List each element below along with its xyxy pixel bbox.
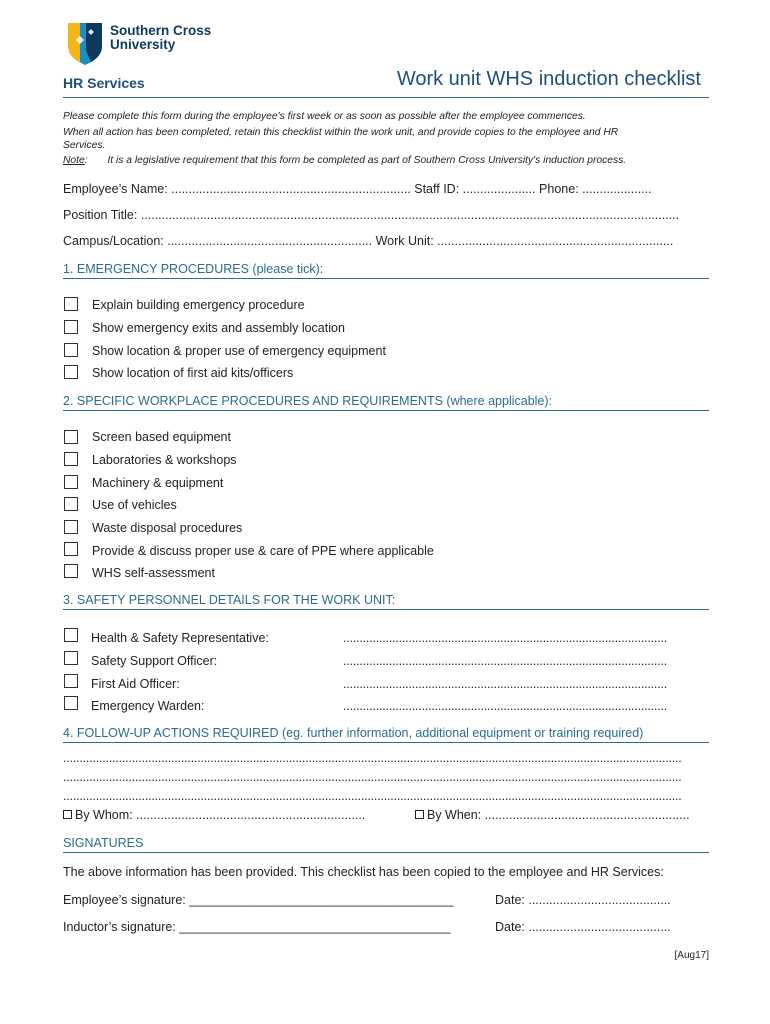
section-1-heading xyxy=(63,262,323,276)
signatures-statement: The above information has been provided. This checklist has been copied to the employee and HR Services: xyxy=(63,865,664,879)
position-title-field[interactable]: Position Title: ........................................................................................................................................................... xyxy=(63,208,680,222)
section-4-title: 4. FOLLOW-UP ACTIONS REQUIRED xyxy=(63,726,283,740)
employee-signature-field[interactable]: Employee’s signature: ______________________________________ xyxy=(63,893,454,907)
checkbox-s3-2[interactable] xyxy=(64,674,78,688)
inductor-date-field[interactable]: Date: ......................................... xyxy=(495,920,671,934)
logo-line2: University xyxy=(110,37,176,52)
section-4-subtitle: (eg. further information, additional equipment or training required) xyxy=(282,726,644,740)
checkbox-s2-1[interactable] xyxy=(64,452,78,466)
section-1-divider xyxy=(63,278,709,279)
page-title: Work unit WHS induction checklist xyxy=(396,68,701,90)
checkbox-s2-4[interactable] xyxy=(64,520,78,534)
checkbox-s2-2[interactable] xyxy=(64,475,78,489)
checkbox-s3-1[interactable] xyxy=(64,651,78,665)
note-text: It is a legislative requirement that this form be completed as part of Southern Cross University's induction process. xyxy=(107,155,627,166)
intro-block xyxy=(63,110,713,167)
intro-line2b: Services. xyxy=(63,140,106,151)
s3-dots-2[interactable]: ................................................................................................... xyxy=(343,677,668,691)
s2-item-1: Laboratories & workshops xyxy=(92,453,237,467)
s1-item-2: Show location & proper use of emergency equipment xyxy=(92,344,386,358)
followup-line-0[interactable]: ............................................................................................................................................................................................. xyxy=(63,751,682,765)
signatures-heading: SIGNATURES xyxy=(63,836,144,850)
header-divider xyxy=(63,97,709,98)
section-1-title: 1. EMERGENCY PROCEDURES xyxy=(63,262,253,276)
checkbox-s1-2[interactable] xyxy=(64,343,78,357)
s1-item-3: Show location of first aid kits/officers xyxy=(92,366,294,380)
version-label: [Aug17] xyxy=(674,950,709,961)
followup-line-2[interactable]: ............................................................................................................................................................................................. xyxy=(63,789,682,803)
s2-item-0: Screen based equipment xyxy=(92,430,231,444)
section-1-subtitle: (please tick): xyxy=(252,262,324,276)
section-3-divider xyxy=(63,609,709,610)
checkbox-s3-3[interactable] xyxy=(64,696,78,710)
by-when-text: By When: ........................................................... xyxy=(427,808,690,822)
checkbox-s2-5[interactable] xyxy=(64,542,78,556)
section-4-heading xyxy=(63,726,643,740)
s2-item-5: Provide & discuss proper use & care of PPE where applicable xyxy=(92,544,434,558)
intro-line2a: When all action has been completed, retain this checklist within the work unit, and provide copies to the employee and HR xyxy=(63,127,619,138)
checkbox-s1-0[interactable] xyxy=(64,297,78,311)
note-colon: : xyxy=(84,155,88,166)
s2-item-4: Waste disposal procedures xyxy=(92,521,243,535)
checkbox-s3-0[interactable] xyxy=(64,628,78,642)
section-2-divider xyxy=(63,410,709,411)
checkbox-s2-0[interactable] xyxy=(64,430,78,444)
logo-line1: Southern Cross xyxy=(110,23,212,38)
section-2-heading xyxy=(63,394,552,408)
checkbox-s1-3[interactable] xyxy=(64,365,78,379)
employee-name-field[interactable]: Employee’s Name: ..................................................................... Staff ID: ..................... Phone: .................... xyxy=(63,182,652,196)
shield-logo-icon xyxy=(66,20,104,66)
department-label: HR Services xyxy=(63,75,145,91)
signatures-divider xyxy=(63,852,709,853)
note-label: Note xyxy=(63,155,85,166)
s2-item-2: Machinery & equipment xyxy=(92,476,224,490)
s3-item-1: Safety Support Officer: xyxy=(91,654,218,668)
employee-date-field[interactable]: Date: ......................................... xyxy=(495,893,671,907)
by-whom-field[interactable] xyxy=(63,808,365,822)
s3-item-0: Health & Safety Representative: xyxy=(91,631,269,645)
section-4-divider xyxy=(63,742,709,743)
by-when-checkbox-icon[interactable] xyxy=(415,810,424,819)
university-logo xyxy=(66,20,236,68)
section-2-subtitle: (where applicable): xyxy=(446,394,553,408)
inductor-signature-field[interactable]: Inductor’s signature: _______________________________________ xyxy=(63,920,451,934)
campus-location-field[interactable]: Campus/Location: ........................................................... Work Unit: .................................................................... xyxy=(63,234,674,248)
section-2-title: 2. SPECIFIC WORKPLACE PROCEDURES AND REQUIREMENTS xyxy=(63,394,447,408)
followup-line-1[interactable]: ............................................................................................................................................................................................. xyxy=(63,770,682,784)
intro-line1: Please complete this form during the employee's first week or as soon as possible after the employee commences. xyxy=(63,111,586,122)
checkbox-s2-3[interactable] xyxy=(64,497,78,511)
s3-item-3: Emergency Warden: xyxy=(91,699,205,713)
by-whom-text: By Whom: .................................................................. xyxy=(75,808,366,822)
s3-dots-0[interactable]: ................................................................................................... xyxy=(343,631,668,645)
s2-item-6: WHS self-assessment xyxy=(92,566,215,580)
s3-dots-1[interactable]: ................................................................................................... xyxy=(343,654,668,668)
by-when-field[interactable] xyxy=(415,808,690,822)
checkbox-s2-6[interactable] xyxy=(64,564,78,578)
section-3-heading: 3. SAFETY PERSONNEL DETAILS FOR THE WORK UNIT: xyxy=(63,593,396,607)
s1-item-0: Explain building emergency procedure xyxy=(92,298,305,312)
by-whom-checkbox-icon[interactable] xyxy=(63,810,72,819)
checkbox-s1-1[interactable] xyxy=(64,320,78,334)
s3-item-2: First Aid Officer: xyxy=(91,677,180,691)
s1-item-1: Show emergency exits and assembly location xyxy=(92,321,345,335)
s3-dots-3[interactable]: ................................................................................................... xyxy=(343,699,668,713)
intro-note xyxy=(63,154,713,167)
s2-item-3: Use of vehicles xyxy=(92,498,177,512)
